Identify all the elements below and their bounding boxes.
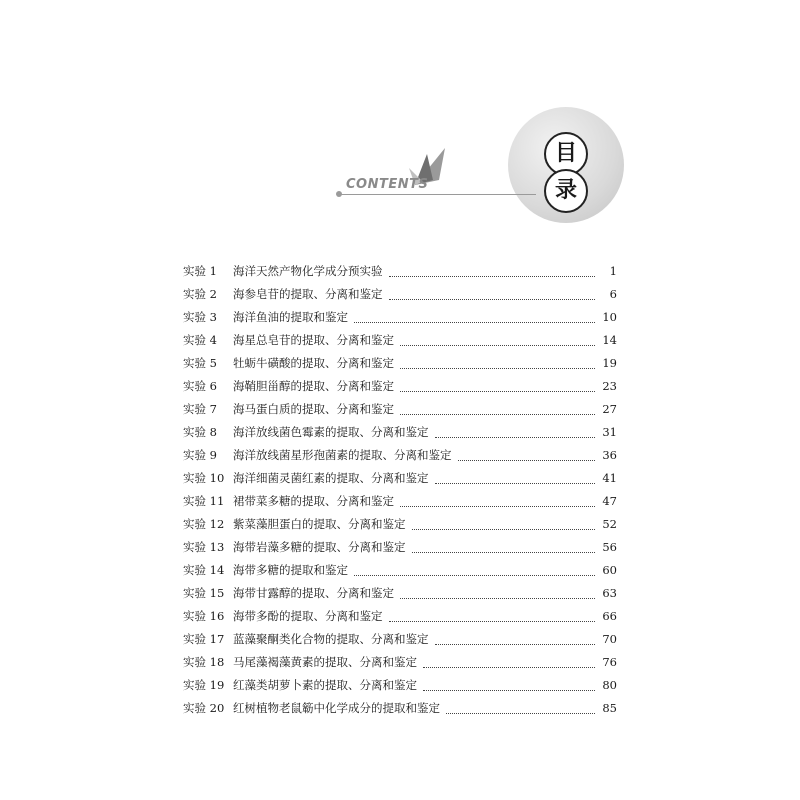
emblem-character-top: 目 [544,132,588,176]
toc-entry-page: 1 [609,264,617,278]
toc-entry[interactable] [183,309,617,329]
toc-dot-leader [400,506,595,507]
toc-dot-leader [400,414,595,415]
toc-entry-page: 23 [602,379,617,393]
toc-entry-title: 蓝藻聚酮类化合物的提取、分离和鉴定 [233,632,429,646]
toc-entry-title: 海带多酚的提取、分离和鉴定 [233,609,383,623]
toc-entry-title: 海鞘胆甾醇的提取、分离和鉴定 [233,379,394,393]
toc-entry-title: 马尾藻褐藻黄素的提取、分离和鉴定 [233,655,417,669]
toc-entry-number: 实验 15 [183,586,225,600]
toc-entry-title: 裙带菜多糖的提取、分离和鉴定 [233,494,394,508]
toc-entry-title: 海洋鱼油的提取和鉴定 [233,310,348,324]
toc-entry[interactable] [183,700,617,720]
toc-entry-number: 实验 11 [183,494,225,508]
emblem-character-bottom: 录 [544,169,588,213]
toc-dot-leader [446,713,595,714]
toc-entry-number: 实验 7 [183,402,217,416]
toc-entry-title: 牡蛎牛磺酸的提取、分离和鉴定 [233,356,394,370]
toc-entry-title: 海带多糖的提取和鉴定 [233,563,348,577]
toc-entry-page: 60 [602,563,617,577]
toc-entry[interactable] [183,516,617,536]
toc-entry-number: 实验 5 [183,356,217,370]
toc-entry[interactable] [183,493,617,513]
toc-entry-number: 实验 8 [183,425,217,439]
toc-entry-page: 85 [602,701,617,715]
toc-entry-page: 14 [602,333,617,347]
toc-entry-page: 6 [609,287,617,301]
toc-entry-title: 紫菜藻胆蛋白的提取、分离和鉴定 [233,517,406,531]
toc-entry-title: 海洋天然产物化学成分预实验 [233,264,383,278]
toc-dot-leader [435,644,596,645]
toc-entry-page: 31 [602,425,617,439]
toc-entry-title: 海带岩藻多糖的提取、分离和鉴定 [233,540,406,554]
toc-entry-number: 实验 3 [183,310,217,324]
toc-dot-leader [400,368,595,369]
toc-dot-leader [400,391,595,392]
toc-dot-leader [423,667,595,668]
toc-entry-title: 海带甘露醇的提取、分离和鉴定 [233,586,394,600]
toc-dot-leader [412,529,596,530]
toc-entry[interactable] [183,447,617,467]
toc-entry-title: 海马蛋白质的提取、分离和鉴定 [233,402,394,416]
toc-dot-leader [458,460,596,461]
toc-entry-page: 56 [602,540,617,554]
toc-dot-leader [389,276,596,277]
toc-entry[interactable] [183,677,617,697]
toc-entry-page: 27 [602,402,617,416]
toc-entry-page: 36 [602,448,617,462]
toc-entry-title: 海洋放线菌色霉素的提取、分离和鉴定 [233,425,429,439]
toc-entry-page: 41 [602,471,617,485]
toc-entry[interactable] [183,286,617,306]
toc-entry[interactable] [183,332,617,352]
header-rule [340,194,536,195]
toc-dot-leader [400,598,595,599]
toc-dot-leader [435,437,596,438]
toc-entry-number: 实验 14 [183,563,225,577]
toc-entry[interactable] [183,631,617,651]
toc-entry[interactable] [183,562,617,582]
toc-entry-title: 红树植物老鼠簕中化学成分的提取和鉴定 [233,701,440,715]
toc-dot-leader [412,552,596,553]
toc-entry-title: 海参皂苷的提取、分离和鉴定 [233,287,383,301]
toc-entry[interactable] [183,355,617,375]
toc-dot-leader [423,690,595,691]
toc-entry[interactable] [183,470,617,490]
toc-entry[interactable] [183,654,617,674]
toc-entry-number: 实验 20 [183,701,225,715]
toc-dot-leader [354,322,595,323]
toc-entry-title: 海洋细菌灵菌红素的提取、分离和鉴定 [233,471,429,485]
toc-entry[interactable] [183,263,617,283]
toc-entry-page: 76 [602,655,617,669]
toc-entry[interactable] [183,539,617,559]
toc-entry-number: 实验 2 [183,287,217,301]
toc-dot-leader [435,483,596,484]
toc-entry-page: 66 [602,609,617,623]
toc-entry-number: 实验 12 [183,517,225,531]
toc-entry-page: 52 [602,517,617,531]
toc-entry-number: 实验 6 [183,379,217,393]
toc-entry-page: 80 [602,678,617,692]
toc-dot-leader [389,299,596,300]
toc-dot-leader [389,621,596,622]
toc-dot-leader [400,345,595,346]
toc-entry-number: 实验 16 [183,609,225,623]
contents-word: CONTENTS [346,177,429,192]
toc-entry-number: 实验 1 [183,264,217,278]
toc-entry-number: 实验 9 [183,448,217,462]
toc-entry[interactable] [183,424,617,444]
toc-dot-leader [354,575,595,576]
toc-entry-page: 10 [602,310,617,324]
toc-entry-number: 实验 19 [183,678,225,692]
toc-entry-page: 19 [602,356,617,370]
toc-entry-page: 47 [602,494,617,508]
toc-entry[interactable] [183,401,617,421]
toc-entry-number: 实验 10 [183,471,225,485]
toc-entry-title: 红藻类胡萝卜素的提取、分离和鉴定 [233,678,417,692]
toc-entry-title: 海星总皂苷的提取、分离和鉴定 [233,333,394,347]
toc-entry[interactable] [183,378,617,398]
toc-entry[interactable] [183,608,617,628]
toc-entry-number: 实验 4 [183,333,217,347]
toc-entry-title: 海洋放线菌星形孢菌素的提取、分离和鉴定 [233,448,452,462]
toc-entry[interactable] [183,585,617,605]
toc-entry-number: 实验 17 [183,632,225,646]
toc-entry-number: 实验 18 [183,655,225,669]
toc-header [0,0,800,230]
toc-entry-page: 63 [602,586,617,600]
toc-entry-page: 70 [602,632,617,646]
toc-entry-number: 实验 13 [183,540,225,554]
